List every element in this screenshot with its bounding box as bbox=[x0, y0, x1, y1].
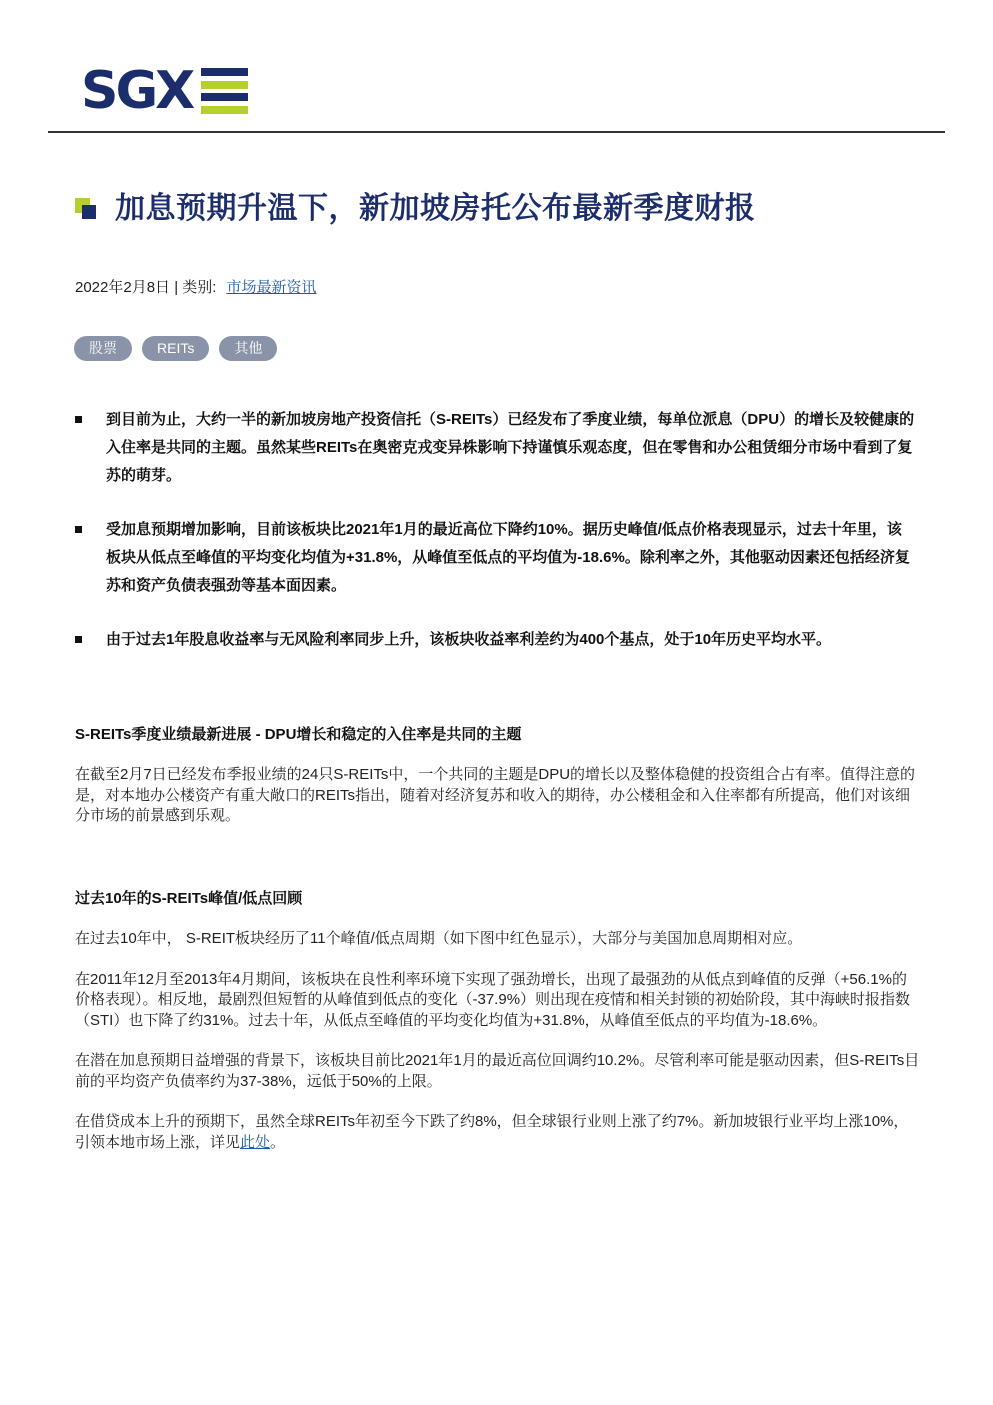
key-point bbox=[75, 516, 915, 600]
sgx-logo[interactable] bbox=[81, 61, 248, 121]
section-paragraph: 在截至2月7日已经发布季报业绩的24只S-REITs中，一个共同的主题是DPU的增长以及整体稳健的投资组合占有率。值得注意的是，对本地办公楼资产有重大敞口的REITs指出，随着对经济复苏和收入的期待，办公楼租金和入住率都有所提高，他们对该细分市场的前景感到乐观。 bbox=[75, 766, 916, 824]
key-point-text: 由于过去1年股息收益率与无风险利率同步上升，该板块收益率利差约为400个基点，处于10年历史平均水平。 bbox=[106, 631, 832, 648]
title-bullet-icon bbox=[75, 198, 97, 220]
section-paragraph: 在过去10年中， S-REIT板块经历了11个峰值/低点周期（如下图中红色显示），大部分与美国加息周期相对应。 bbox=[75, 930, 803, 947]
section-paragraph: 在潜在加息预期日益增强的背景下，该板块目前比2021年1月的最近高位回调约10.2%。尽管利率可能是驱动因素，但S-REITs目前的平均资产负债率约为37-38%，远低于50%的上限。 bbox=[75, 1052, 920, 1090]
section-quarterly-update bbox=[75, 724, 920, 827]
square-bullet-icon bbox=[75, 636, 82, 643]
key-point bbox=[75, 406, 915, 490]
article-meta bbox=[75, 277, 316, 299]
tag-list bbox=[74, 336, 277, 361]
tag-stocks[interactable]: 股票 bbox=[74, 336, 132, 361]
square-bullet-icon bbox=[75, 526, 82, 533]
section-peak-trough-review bbox=[75, 888, 920, 1153]
key-point bbox=[75, 626, 915, 654]
category-link[interactable]: 市场最新资讯 bbox=[226, 279, 317, 296]
key-point-text: 受加息预期增加影响，目前该板块比2021年1月的最近高位下降约10%。据历史峰值/低点价格表现显示，过去十年里，该板块从低点至峰值的平均变化均值为+31.8%，从峰值至低点的平均值为-18.6%。除利率之外，其他驱动因素还包括经济复苏和资产负债表强劲等基本面因素。 bbox=[106, 521, 910, 594]
header-divider bbox=[48, 131, 945, 133]
section-heading: 过去10年的S-REITs峰值/低点回顾 bbox=[75, 890, 303, 907]
section-paragraph: 在2011年12月至2013年4月期间，该板块在良性利率环境下实现了强劲增长，出现了最强劲的从低点到峰值的反弹（+56.1%的价格表现）。相反地，最剧烈但短暂的从峰值到低点的变化（-37.9%）则出现在疫情和相关封锁的初始阶段，其中海峡时报指数（STI）也下降了约31%。过去十年，从低点至峰值的平均变化均值为+31.8%，从峰值至低点的平均值为-18.6%。 bbox=[75, 970, 911, 1029]
logo-text: SGX bbox=[81, 61, 193, 121]
page-title: 加息预期升温下，新加坡房托公布最新季度财报 bbox=[115, 192, 756, 225]
see-here-link[interactable]: 此处 bbox=[240, 1133, 271, 1151]
paragraph-end: 。 bbox=[270, 1133, 286, 1151]
tag-others[interactable]: 其他 bbox=[219, 336, 277, 361]
key-points-list bbox=[75, 406, 915, 654]
square-bullet-icon bbox=[75, 416, 82, 423]
title-row bbox=[75, 189, 756, 229]
key-point-text: 到目前为止，大约一半的新加坡房地产投资信托（S-REITs）已经发布了季度业绩，每单位派息（DPU）的增长及较健康的入住率是共同的主题。虽然某些REITs在奥密克戎变异株影响下持谨慎乐观态度，但在零售和办公租赁细分市场中看到了复苏的萌芽。 bbox=[106, 411, 915, 484]
section-paragraph bbox=[75, 1112, 920, 1153]
section-heading: S-REITs季度业绩最新进展 - DPU增长和稳定的入住率是共同的主题 bbox=[75, 726, 522, 743]
paragraph-text: 在借贷成本上升的预期下，虽然全球REITs年初至今下跌了约8%，但全球银行业则上涨了约7%。新加坡银行业平均上涨10%，引领本地市场上涨，详见 bbox=[75, 1113, 909, 1151]
tag-reits[interactable]: REITs bbox=[142, 336, 209, 361]
logo-bars-icon bbox=[201, 68, 248, 114]
date-category-label: 2022年2月8日 | 类别: bbox=[75, 279, 217, 296]
